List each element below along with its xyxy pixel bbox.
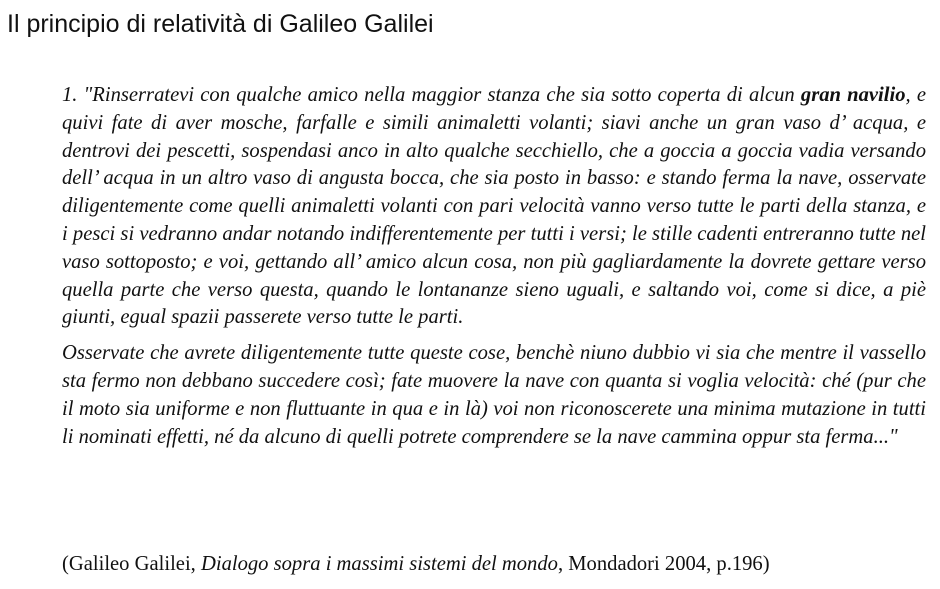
quote-paragraph-1-start: 1. "Rinserratevi con qualche amico nella maggior stanza che sia sotto coperta di alcun [62,84,801,106]
quote-paragraph-2: Osservate che avrete diligentemente tutte queste cose, benchè niuno dubbio vi sia che mentre il vassello sta fermo non debbano succedere così; fate muovere la nave con quanta si voglia velocità: ché (pur che il moto sia uniforme e non fluttuante in qua e in là) voi non riconoscerete una minima mutazione in tutti li nominati effetti, né da alcuno di quelli potrete comprendere se la nave cammina oppur sta ferma..." [62,342,926,448]
citation-prefix: (Galileo Galilei, [62,553,201,575]
citation [62,550,932,578]
citation-suffix: , Mondadori 2004, p.196) [557,553,770,575]
page-title: Il principio di relatività di Galileo Galilei [7,10,434,38]
quote-paragraph-1-rest: , e quivi fate di aver mosche, farfalle e simili animaletti volanti; siavi anche un gran vaso d’ acqua, e dentrovi dei pescetti, sospendasi anco in alto qualche secchiello, che a goccia a goccia vadia versando dell’ acqua in un altro vaso di angusta bocca, che sia posto in basso: e stando ferma la nave, osservate diligentemente come quelli animaletti volanti con pari velocità vanno verso tutte le parti della stanza, e i pesci si vedranno andar notando indifferentemente per tutti i versi; le stille cadenti entreranno tutte nel vaso sottoposto; e voi, gettando all’ amico alcun cosa, non più gagliardamente la dovrete gettare verso quella parte che verso questa, quando le lontananze sieno uguali, e saltando voi, come si dice, a piè giunti, egual spazii passerete verso tutte le parti. [62,84,927,329]
quote-paragraph-1 [62,82,926,332]
quote-emphasis-gran-navilio: gran navilio [800,84,906,106]
galileo-quote [62,82,926,451]
citation-work-title: Dialogo sopra i massimi sistemi del mondo [200,553,558,575]
